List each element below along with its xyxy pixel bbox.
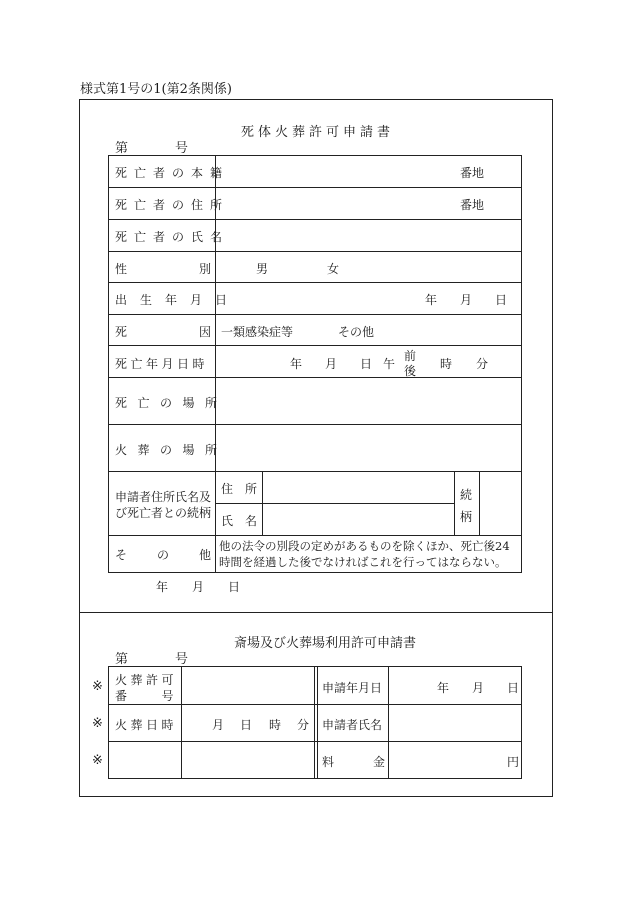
death-month: 月 xyxy=(325,357,338,371)
cremation-place-label: 火葬の場所 xyxy=(115,443,228,457)
death-day: 日 xyxy=(360,357,373,371)
sex-label-2: 別 xyxy=(199,262,212,276)
cause-label-2: 因 xyxy=(199,325,212,339)
fee-label-2: 金 xyxy=(373,755,386,769)
fee-label-1: 料 xyxy=(322,755,335,769)
death-place-label: 死亡の場所 xyxy=(115,396,228,410)
apply-date-label: 申請年月日 xyxy=(322,681,383,695)
applicant-name-label: 氏 名 xyxy=(221,514,258,528)
applicant-label-line2: び死亡者との続柄 xyxy=(115,506,212,520)
honseki-banchi: 番地 xyxy=(460,166,485,180)
birth-day: 日 xyxy=(495,293,508,307)
honseki-label: 死亡者の本籍 xyxy=(115,166,230,180)
death-am: 前 xyxy=(404,349,417,363)
apply-day: 日 xyxy=(507,681,520,695)
death-minute: 分 xyxy=(476,357,489,371)
cause-label-1: 死 xyxy=(115,325,128,339)
death-datetime-label: 死亡年月日時 xyxy=(115,357,209,371)
section-divider xyxy=(79,612,552,613)
other-label-2: の xyxy=(157,548,170,562)
fee-unit: 円 xyxy=(507,755,520,769)
apply-year: 年 xyxy=(437,681,450,695)
birth-month: 月 xyxy=(460,293,473,307)
sex-label-1: 性 xyxy=(115,262,128,276)
sex-male: 男 xyxy=(256,262,269,276)
death-hour: 時 xyxy=(440,357,453,371)
death-year: 年 xyxy=(290,357,303,371)
section2-title: 斎場及び火葬場利用許可申請書 xyxy=(234,636,417,651)
section2-number-prefix: 第 xyxy=(115,652,129,667)
applicant-name-label-2: 申請者氏名 xyxy=(322,718,383,732)
sex-female: 女 xyxy=(327,262,340,276)
cremation-minute: 分 xyxy=(297,718,310,732)
application-day: 日 xyxy=(228,580,241,594)
birth-label: 出生年月日 xyxy=(115,293,241,307)
other-note-line1: 他の法令の別段の定めがあるものを除くほか、死亡後24 xyxy=(219,539,510,553)
permit-number-label-line2: 番 号 xyxy=(115,689,178,703)
applicant-address-label: 住 所 xyxy=(221,482,258,496)
death-pm: 後 xyxy=(404,364,417,378)
permit-number-label-line1: 火葬許可 xyxy=(115,673,178,687)
form-label: 様式第1号の1(第2条関係) xyxy=(80,82,232,97)
cremation-month: 月 xyxy=(212,718,225,732)
section2-number-suffix: 号 xyxy=(175,652,189,667)
death-ampm-suffix: 午 xyxy=(383,357,396,371)
address-banchi: 番地 xyxy=(460,198,485,212)
address-label: 死亡者の住所 xyxy=(115,198,230,212)
asterisk-mark-1: ※ xyxy=(92,679,103,694)
asterisk-mark-3: ※ xyxy=(92,753,103,768)
section1-number-prefix: 第 xyxy=(115,141,129,156)
application-year: 年 xyxy=(156,580,169,594)
cremation-day: 日 xyxy=(240,718,253,732)
cause-option-infectious: 一類感染症等 xyxy=(221,325,294,339)
cremation-hour: 時 xyxy=(269,718,282,732)
birth-year: 年 xyxy=(425,293,438,307)
section1-title: 死体火葬許可申請書 xyxy=(241,125,395,140)
apply-month: 月 xyxy=(472,681,485,695)
other-label-1: そ xyxy=(115,548,128,562)
asterisk-mark-2: ※ xyxy=(92,716,103,731)
applicant-label-line1: 申請者住所氏名及 xyxy=(115,490,212,504)
cause-option-other: その他 xyxy=(338,325,375,339)
name-label: 死亡者の氏名 xyxy=(115,230,230,244)
section1-number-suffix: 号 xyxy=(175,141,189,156)
relation-label-1: 続 xyxy=(460,488,473,502)
other-note-line2: 時間を経過した後でなければこれを行ってはならない。 xyxy=(219,555,507,569)
cremation-datetime-label: 火葬日時 xyxy=(115,718,178,732)
relation-label-2: 柄 xyxy=(460,510,473,524)
other-label-3: 他 xyxy=(199,548,212,562)
application-month: 月 xyxy=(192,580,205,594)
